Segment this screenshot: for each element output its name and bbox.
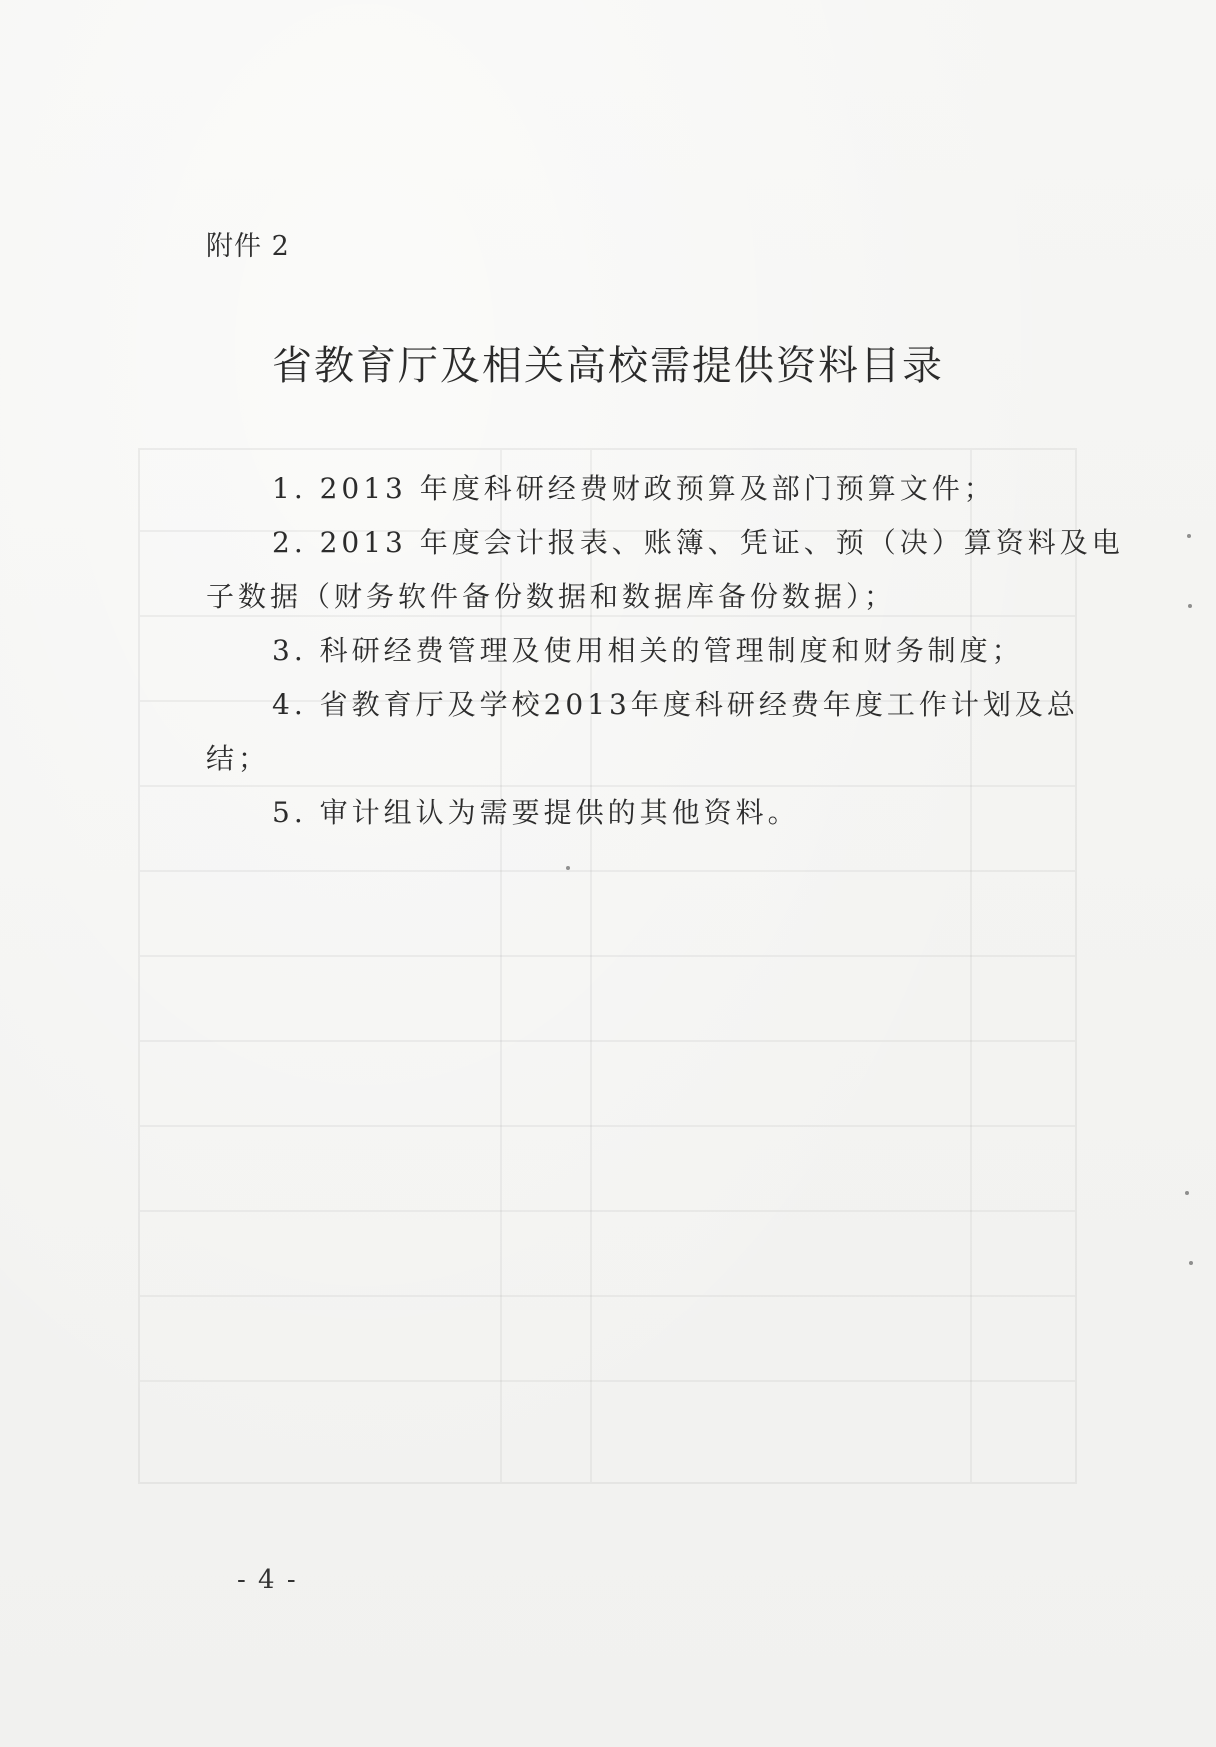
bleed-row-line [140, 1125, 1075, 1127]
scan-speck [1185, 1191, 1189, 1195]
bleed-row-line [140, 1040, 1075, 1042]
list-item: 1. 2013 年度科研经费财政预算及部门预算文件； [272, 472, 996, 505]
attachment-label: 附件 2 [206, 231, 290, 262]
bleed-row-line [140, 955, 1075, 957]
materials-list [206, 462, 1136, 840]
bleed-row-line [140, 1380, 1075, 1382]
document-title: 省教育厅及相关高校需提供资料目录 [272, 343, 944, 389]
list-item: 3. 科研经费管理及使用相关的管理制度和财务制度； [272, 634, 1024, 667]
scan-speck [566, 866, 570, 870]
scan-speck [1189, 1261, 1193, 1265]
scan-speck [1188, 604, 1192, 608]
bleed-row-line [140, 1295, 1075, 1297]
bleed-row-line [140, 1210, 1075, 1212]
bleed-row-line [140, 870, 1075, 872]
page-number: - 4 - [237, 1565, 298, 1595]
list-item: 4. 省教育厅及学校2013年度科研经费年度工作计划及总结； [206, 688, 1079, 775]
list-item: 5. 审计组认为需要提供的其他资料。 [272, 796, 800, 829]
scan-speck [1187, 534, 1191, 538]
list-item: 2. 2013 年度会计报表、账簿、凭证、预（决）算资料及电子数据（财务软件备份数据和数据库备份数据）； [206, 526, 1124, 613]
